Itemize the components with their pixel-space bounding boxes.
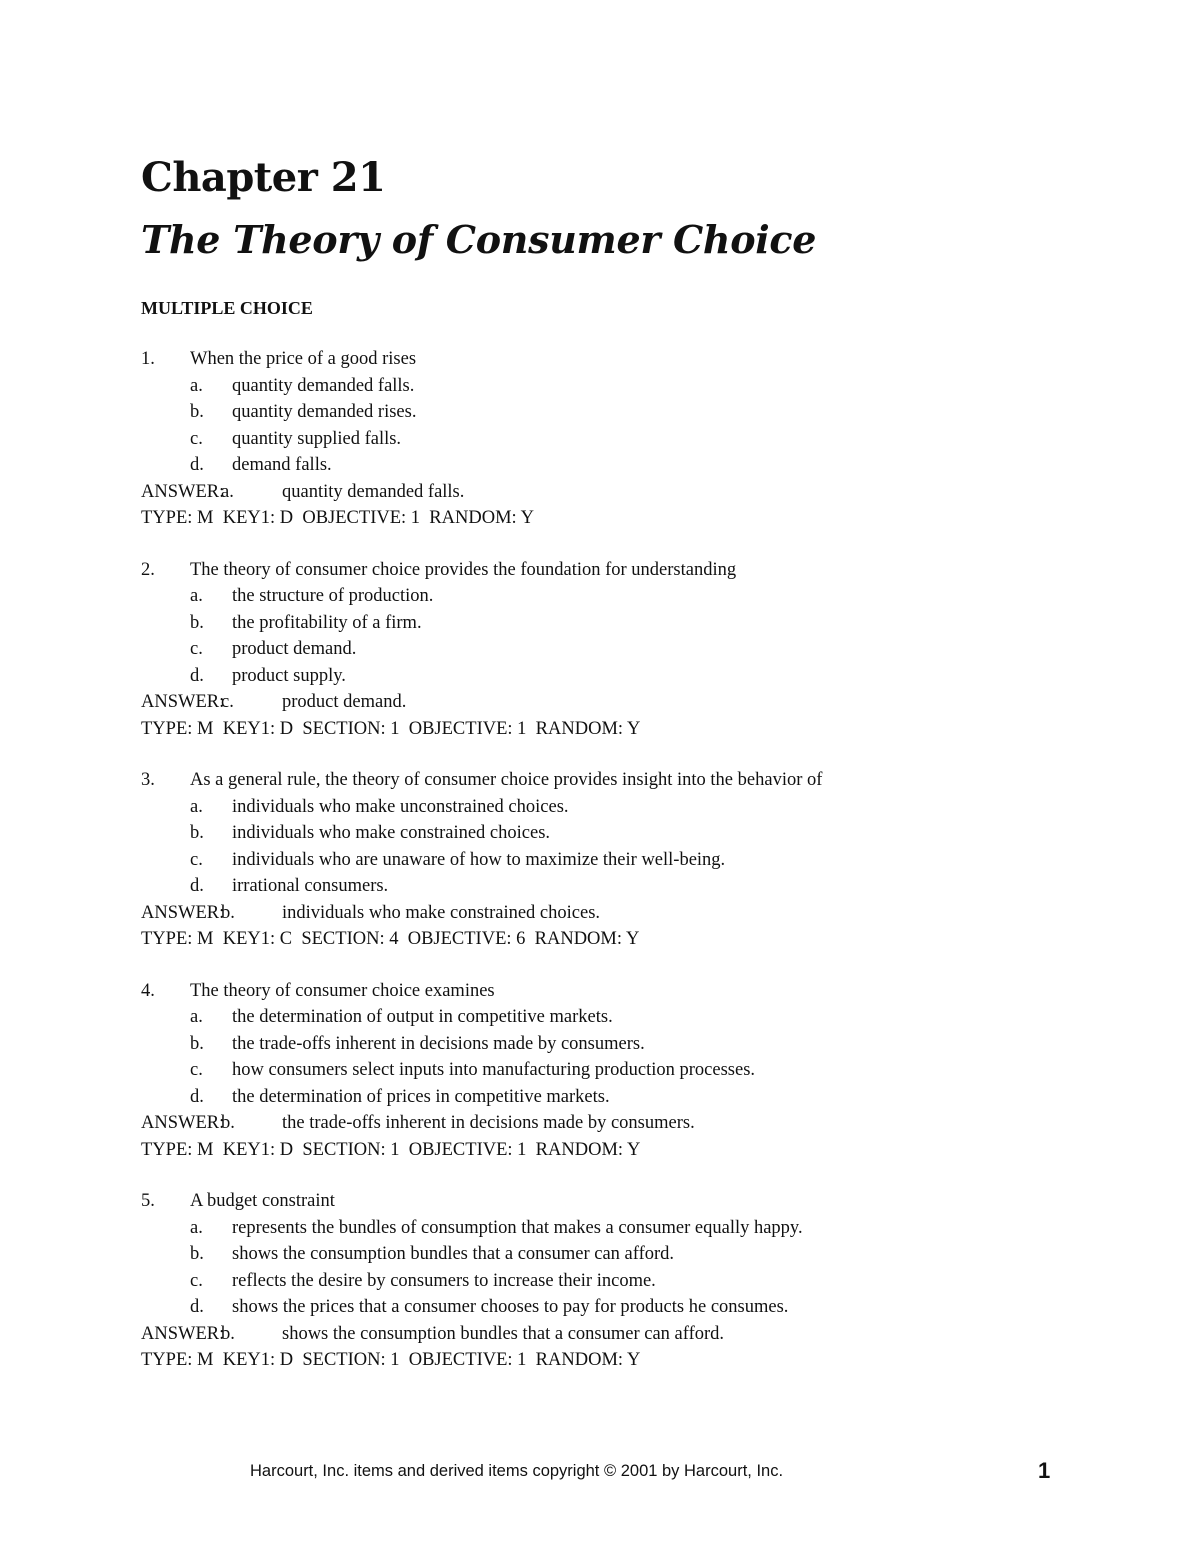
question-text: The theory of consumer choice provides the foundation for understanding	[190, 559, 737, 580]
option-text: shows the consumption bundles that a consumer can afford.	[232, 1244, 675, 1264]
option-text: individuals who make unconstrained choices.	[232, 796, 569, 817]
question-text: The theory of consumer choice examines	[190, 980, 495, 1001]
option-letter: c.	[190, 639, 203, 659]
option-letter: a.	[190, 1217, 203, 1238]
option-letter: c.	[190, 1270, 203, 1291]
option-text: irrational consumers.	[232, 876, 389, 896]
answer-letter: a.	[221, 481, 234, 502]
answer-line	[141, 900, 1101, 927]
option-text: individuals who make constrained choices.	[232, 823, 551, 843]
answer-option	[141, 820, 1101, 847]
answer-option	[141, 873, 1101, 900]
page-footer	[0, 1458, 1200, 1486]
option-text: represents the bundles of consumption that makes a consumer equally happy.	[232, 1217, 803, 1238]
answer-option	[141, 663, 1101, 690]
option-text: product supply.	[232, 665, 346, 686]
question-text: When the price of a good rises	[190, 349, 417, 369]
answer-option	[141, 1057, 1101, 1084]
option-letter: d.	[190, 665, 204, 686]
question-number: 1.	[141, 349, 155, 369]
question-item	[141, 978, 1101, 1164]
answer-option	[141, 452, 1101, 479]
option-text: individuals who are unaware of how to maximize their well-being.	[232, 849, 726, 870]
option-text: the profitability of a firm.	[232, 612, 422, 633]
question-metadata	[141, 1137, 1101, 1164]
answer-label: ANSWER:	[141, 902, 225, 923]
option-letter: a.	[190, 586, 203, 606]
metadata-text: TYPE: M KEY1: D SECTION: 1 OBJECTIVE: 1 RANDOM: Y	[141, 1139, 641, 1160]
answer-option	[141, 426, 1101, 453]
answer-option	[141, 1241, 1101, 1268]
question-text: As a general rule, the theory of consumer choice provides insight into the behavior of	[190, 770, 823, 790]
option-text: quantity supplied falls.	[232, 428, 402, 449]
answer-option	[141, 373, 1101, 400]
option-letter: a.	[190, 796, 203, 817]
answer-text: individuals who make constrained choices.	[282, 902, 601, 923]
page-number: 1	[1038, 1458, 1051, 1483]
option-letter: b.	[190, 1033, 204, 1054]
question-stem	[141, 346, 1101, 373]
answer-text: shows the consumption bundles that a consumer can afford.	[282, 1323, 725, 1344]
answer-option	[141, 1004, 1101, 1031]
question-item	[141, 557, 1101, 743]
answer-text: product demand.	[282, 692, 407, 712]
question-text: A budget constraint	[190, 1191, 335, 1211]
option-text: how consumers select inputs into manufacturing production processes.	[232, 1060, 756, 1080]
question-stem	[141, 767, 1101, 794]
answer-letter: c.	[221, 692, 234, 712]
answer-option	[141, 610, 1101, 637]
option-letter: b.	[190, 823, 204, 843]
question-item	[141, 346, 1101, 532]
answer-option	[141, 794, 1101, 821]
metadata-text: TYPE: M KEY1: D SECTION: 1 OBJECTIVE: 1 RANDOM: Y	[141, 718, 641, 739]
option-text: the determination of prices in competitive markets.	[232, 1086, 610, 1107]
answer-option	[141, 636, 1101, 663]
answer-label: ANSWER:	[141, 1323, 225, 1344]
answer-option	[141, 1215, 1101, 1242]
question-metadata	[141, 1347, 1101, 1374]
option-text: product demand.	[232, 639, 357, 659]
footer-copyright: Harcourt, Inc. items and derived items copyright © 2001 by Harcourt, Inc.	[250, 1462, 784, 1480]
option-letter: d.	[190, 1297, 204, 1317]
question-stem	[141, 557, 1101, 584]
metadata-text: TYPE: M KEY1: D SECTION: 1 OBJECTIVE: 1 RANDOM: Y	[141, 1350, 641, 1370]
option-letter: c.	[190, 849, 203, 870]
option-text: demand falls.	[232, 455, 332, 475]
answer-line	[141, 479, 1101, 506]
answer-label: ANSWER:	[141, 481, 225, 502]
answer-label: ANSWER:	[141, 1113, 225, 1133]
answer-option	[141, 1084, 1101, 1111]
option-letter: d.	[190, 1086, 204, 1107]
option-text: the structure of production.	[232, 586, 434, 606]
answer-line	[141, 1321, 1101, 1348]
metadata-text: TYPE: M KEY1: D OBJECTIVE: 1 RANDOM: Y	[141, 508, 534, 528]
option-text: quantity demanded falls.	[232, 375, 415, 396]
answer-text: the trade-offs inherent in decisions made by consumers.	[282, 1113, 695, 1133]
answer-option	[141, 399, 1101, 426]
question-number: 4.	[141, 980, 155, 1001]
answer-option	[141, 847, 1101, 874]
question-metadata	[141, 505, 1101, 532]
question-number: 3.	[141, 770, 155, 790]
option-letter: c.	[190, 1060, 203, 1080]
option-letter: d.	[190, 455, 204, 475]
option-letter: a.	[190, 375, 203, 396]
chapter-title: The Theory of Consumer Choice	[141, 217, 817, 262]
section-heading: MULTIPLE CHOICE	[141, 298, 313, 318]
question-metadata	[141, 926, 1101, 953]
answer-letter: b.	[221, 902, 235, 923]
question-item	[141, 1188, 1101, 1374]
question-stem	[141, 1188, 1101, 1215]
chapter-number: Chapter 21	[141, 154, 386, 201]
answer-letter: b.	[221, 1113, 235, 1133]
question-item	[141, 767, 1101, 953]
answer-option	[141, 583, 1101, 610]
option-letter: b.	[190, 1244, 204, 1264]
question-metadata	[141, 716, 1101, 743]
answer-option	[141, 1031, 1101, 1058]
option-text: shows the prices that a consumer chooses to pay for products he consumes.	[232, 1297, 789, 1317]
answer-option	[141, 1294, 1101, 1321]
option-text: reflects the desire by consumers to increase their income.	[232, 1270, 656, 1291]
option-letter: a.	[190, 1007, 203, 1027]
option-text: the trade-offs inherent in decisions made by consumers.	[232, 1033, 645, 1054]
option-letter: b.	[190, 612, 204, 633]
option-letter: d.	[190, 876, 204, 896]
option-text: the determination of output in competitive markets.	[232, 1007, 613, 1027]
question-stem	[141, 978, 1101, 1005]
answer-text: quantity demanded falls.	[282, 481, 465, 502]
question-list	[141, 346, 1101, 1399]
answer-letter: b.	[221, 1323, 235, 1344]
question-number: 2.	[141, 559, 155, 580]
option-letter: c.	[190, 428, 203, 449]
answer-option	[141, 1268, 1101, 1295]
answer-label: ANSWER:	[141, 692, 225, 712]
metadata-text: TYPE: M KEY1: C SECTION: 4 OBJECTIVE: 6 RANDOM: Y	[141, 929, 640, 949]
answer-line	[141, 689, 1101, 716]
option-letter: b.	[190, 402, 204, 422]
option-text: quantity demanded rises.	[232, 402, 417, 422]
question-number: 5.	[141, 1191, 155, 1211]
answer-line	[141, 1110, 1101, 1137]
